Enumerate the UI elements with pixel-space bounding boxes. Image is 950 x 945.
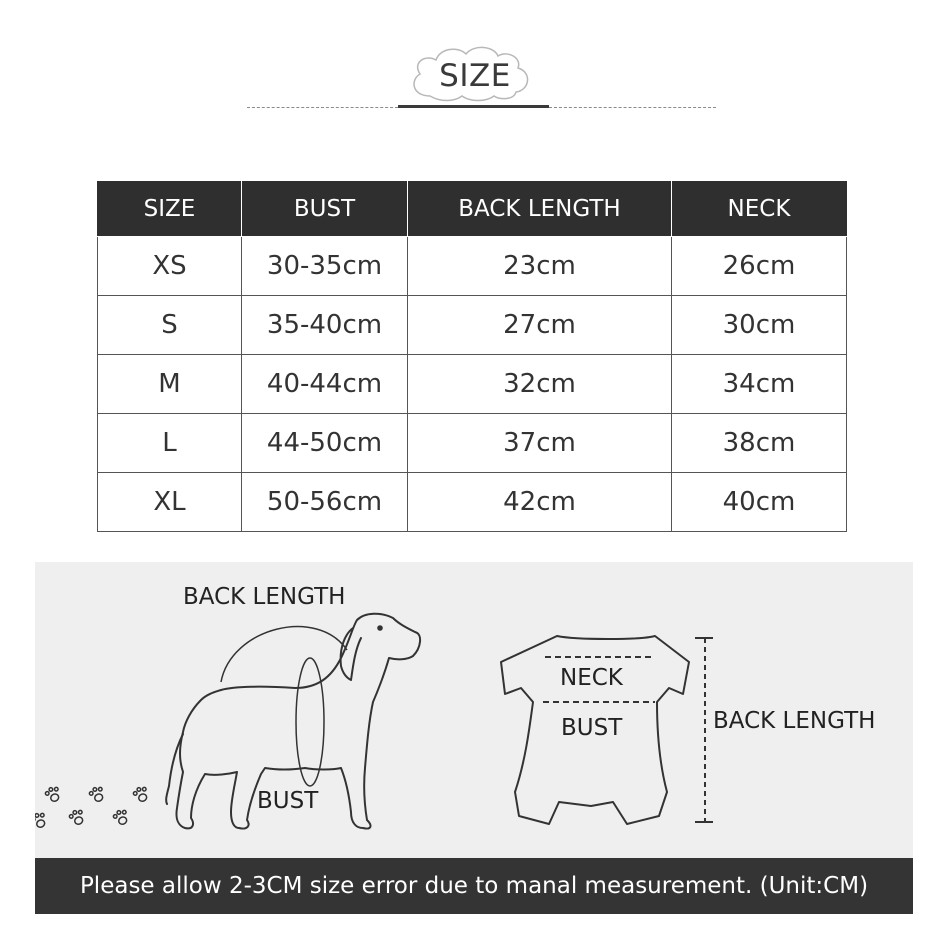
paw-prints-icon <box>35 785 150 830</box>
garment-back-length-label: BACK LENGTH <box>713 708 876 734</box>
cell-size: XL <box>98 473 242 532</box>
cell-neck: 40cm <box>672 473 847 532</box>
header-back-length: BACK LENGTH <box>408 182 672 237</box>
cell-neck: 26cm <box>672 237 847 296</box>
cell-neck: 30cm <box>672 296 847 355</box>
dog-bust-ellipse <box>296 658 324 786</box>
cell-size: M <box>98 355 242 414</box>
table-row <box>98 414 847 473</box>
cell-bust: 44-50cm <box>242 414 408 473</box>
table-row <box>98 237 847 296</box>
dog-bust-label: BUST <box>257 788 319 814</box>
cell-bust: 40-44cm <box>242 355 408 414</box>
cell-size: XS <box>98 237 242 296</box>
cell-bust: 35-40cm <box>242 296 408 355</box>
section-title: SIZE <box>439 58 511 94</box>
garment-bust-label: BUST <box>561 715 623 741</box>
cell-size: S <box>98 296 242 355</box>
table-row <box>98 473 847 532</box>
title-underline <box>398 105 549 108</box>
measurement-note-banner <box>35 858 913 914</box>
size-chart-table <box>97 181 847 532</box>
cell-back-length: 23cm <box>408 237 672 296</box>
garment-neck-label: NECK <box>560 665 623 691</box>
cell-neck: 38cm <box>672 414 847 473</box>
cell-size: L <box>98 414 242 473</box>
header-neck: NECK <box>672 182 847 237</box>
cell-back-length: 37cm <box>408 414 672 473</box>
measurement-note-text: Please allow 2-3CM size error due to manal measurement. (Unit:CM) <box>79 873 869 899</box>
cell-bust: 30-35cm <box>242 237 408 296</box>
cell-neck: 34cm <box>672 355 847 414</box>
dog-back-length-label: BACK LENGTH <box>183 584 346 610</box>
back-length-indicator <box>695 638 713 822</box>
cell-back-length: 42cm <box>408 473 672 532</box>
table-row <box>98 355 847 414</box>
cell-back-length: 32cm <box>408 355 672 414</box>
title-dashed-line-left <box>247 107 398 108</box>
table-row <box>98 296 847 355</box>
cell-bust: 50-56cm <box>242 473 408 532</box>
section-header <box>0 0 950 130</box>
header-size: SIZE <box>98 182 242 237</box>
dog-back-length-arc <box>221 627 347 682</box>
title-dashed-line-right <box>549 107 716 108</box>
header-bust: BUST <box>242 182 408 237</box>
cell-back-length: 27cm <box>408 296 672 355</box>
table-header-row <box>98 182 847 237</box>
